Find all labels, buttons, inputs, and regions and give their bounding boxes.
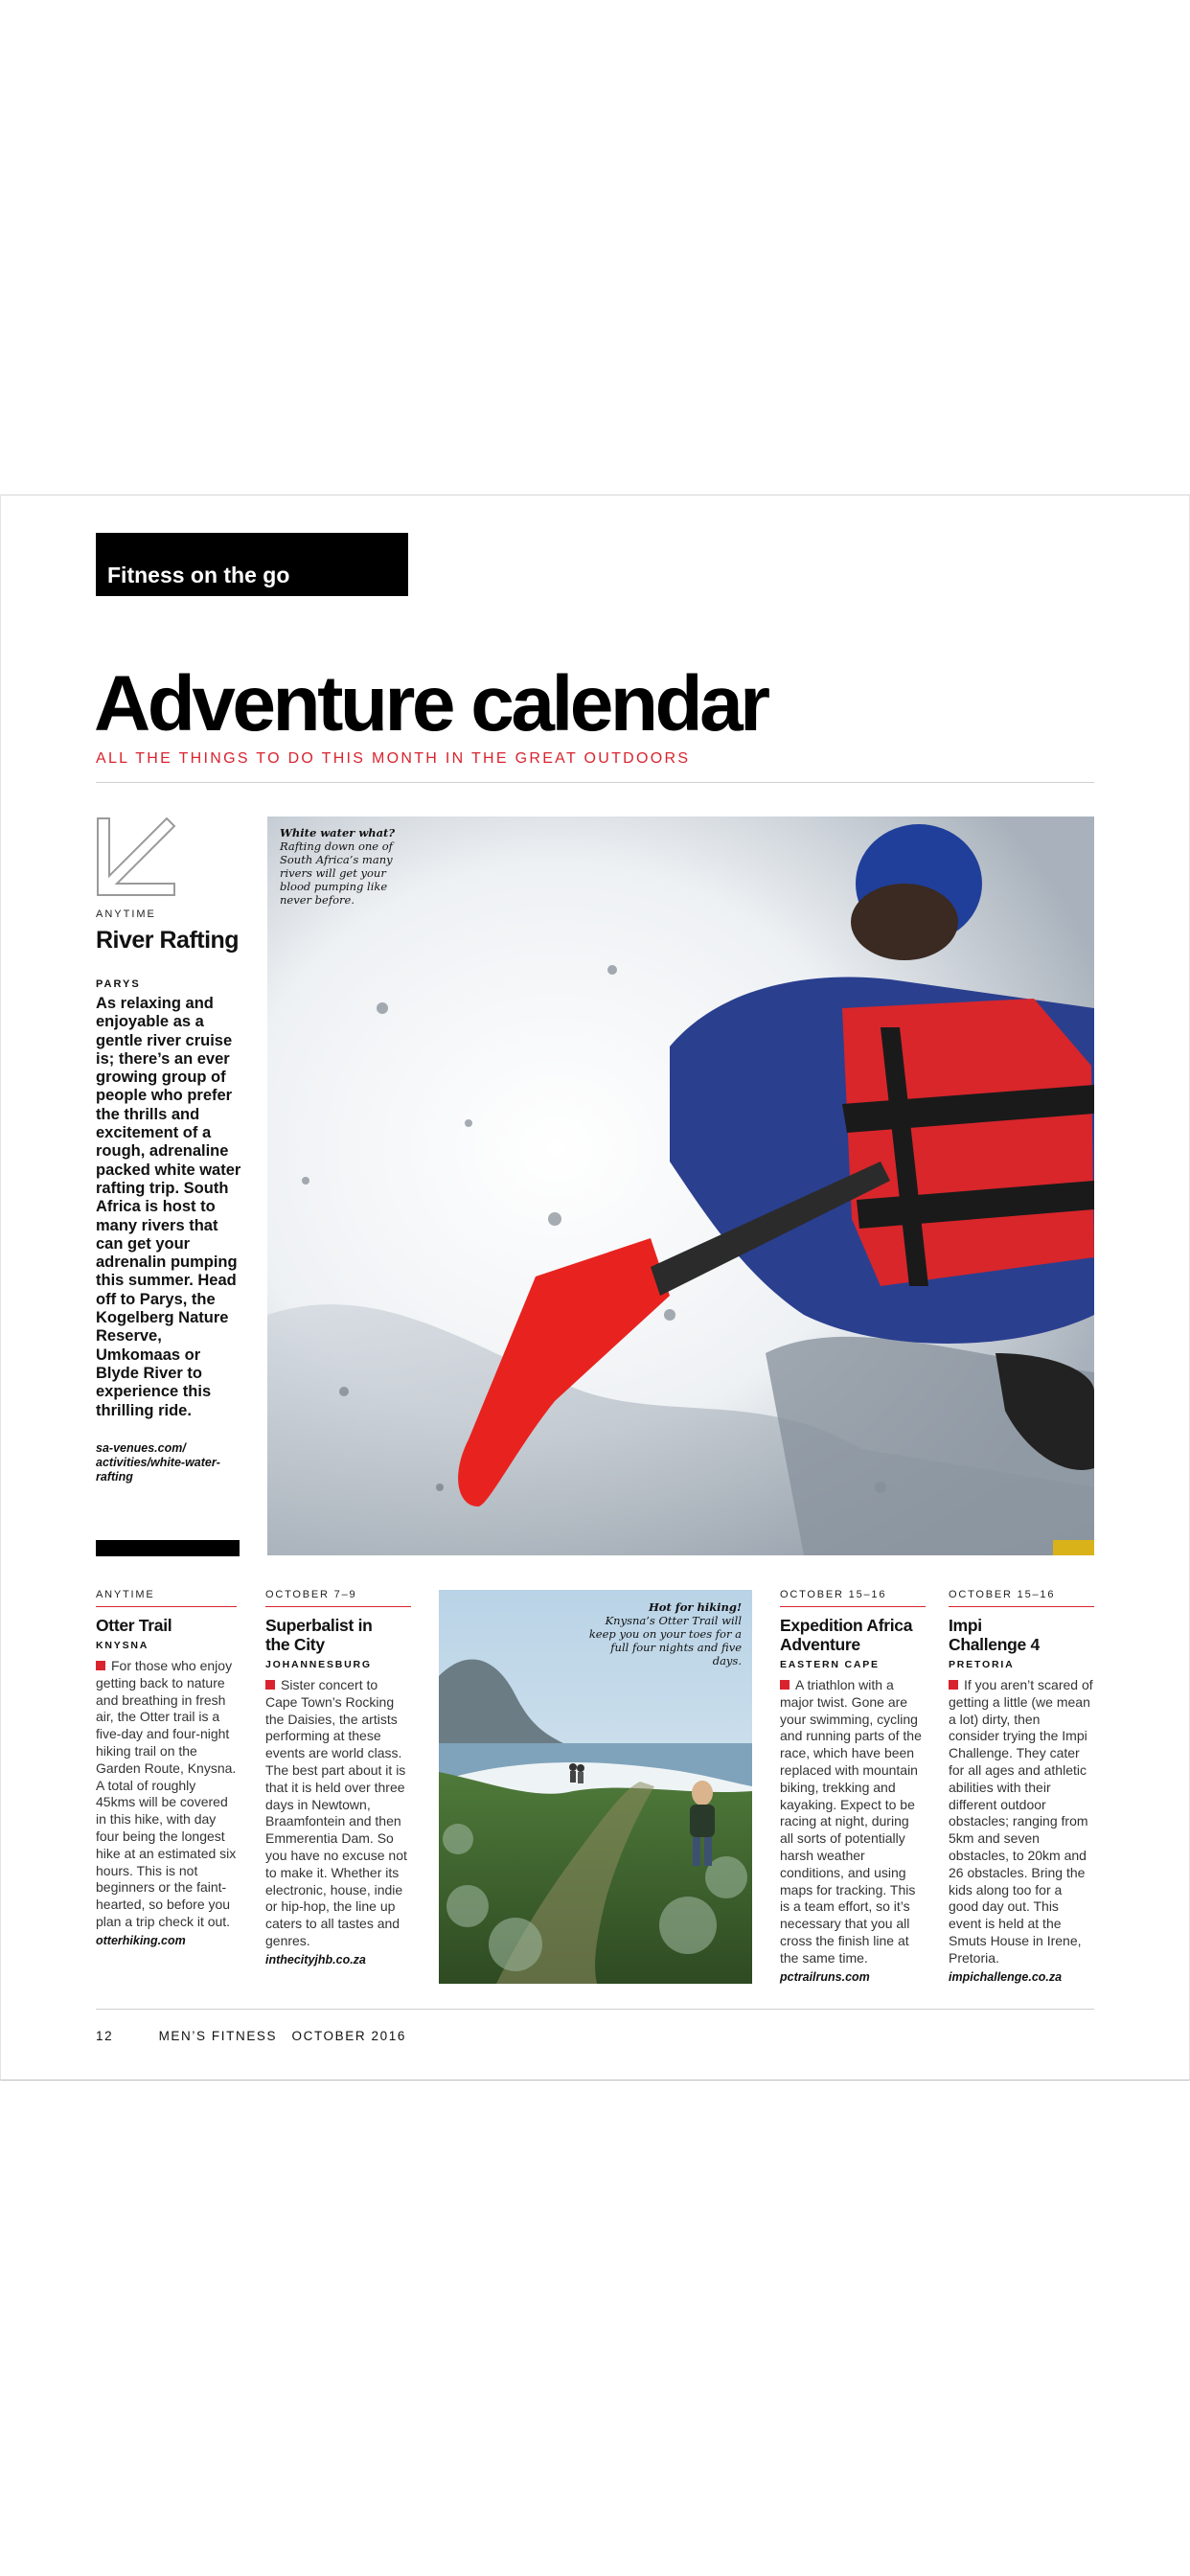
- rafting-caption-text: Rafting down one of South Africa’s many rivers will get your blood pumping like never before.: [280, 840, 393, 907]
- event-body: [265, 1677, 411, 1950]
- divider: [96, 2009, 1094, 2010]
- event-when: OCTOBER 15–16: [949, 1589, 1094, 1607]
- feature-title: River Rafting: [96, 927, 240, 954]
- event-title: Impi Challenge 4: [949, 1616, 1040, 1654]
- event-link[interactable]: impichallenge.co.za: [949, 1969, 1063, 1984]
- event-title: Expedition Africa Adventure: [780, 1616, 913, 1654]
- event-body: [780, 1677, 926, 1967]
- feature-when: ANYTIME: [96, 908, 156, 920]
- section-tag: Fitness on the go: [96, 533, 408, 596]
- bullet-icon: [780, 1680, 790, 1690]
- event-when: ANYTIME: [96, 1589, 237, 1607]
- event-when: OCTOBER 7–9: [265, 1589, 411, 1607]
- rafting-photo: [267, 816, 1094, 1555]
- folio: [96, 2029, 406, 2043]
- divider: [96, 782, 1094, 783]
- feature-link[interactable]: sa-venues.com/ activities/white-water- rafting: [96, 1441, 220, 1484]
- page-subtitle: ALL THE THINGS TO DO THIS MONTH IN THE GREAT OUTDOORS: [96, 750, 691, 767]
- event-body: [949, 1677, 1094, 1967]
- event-body-text: If you aren’t scared of getting a little (we mean a lot) dirty, then consider trying the Impi Challenge. They cater for all ages and athletic abilities with their different outdoor obstacles; ranging from 5km and seven obstacles, to 20km and 26 obstacles. Bring the kids along too for a good day out. This event is held at the Smuts House in Irene, Pretoria.: [949, 1677, 1093, 1966]
- event-place: PRETORIA: [949, 1659, 1015, 1670]
- bullet-icon: [265, 1680, 275, 1690]
- hiking-caption-title: Hot for hiking!: [648, 1600, 742, 1614]
- issue-date: OCTOBER 2016: [291, 2029, 406, 2043]
- event-body-text: For those who enjoy getting back to nature and breathing in fresh air, the Otter trail is a five-day and four-night hiking trail on the Garden Route, Knysna. A total of roughly 45kms will be covered in this hike, with day four being the longest hike at an estimated six hours. This is not beginners or the faint-hearted, so before you plan a trip check it out.: [96, 1658, 237, 1929]
- event-link[interactable]: otterhiking.com: [96, 1933, 186, 1947]
- event-title: Superbalist in the City: [265, 1616, 373, 1654]
- page-number: 12: [96, 2029, 114, 2043]
- event-when: OCTOBER 15–16: [780, 1589, 926, 1607]
- feature-body: As relaxing and enjoyable as a gentle river cruise is; there’s an ever growing group of people who prefer the thrills and excitement of a rough, adrenaline packed white water rafting trip. South Africa is host to many rivers that can get your adrenalin pumping this summer. Head off to Parys, the Kogelberg Nature Reserve, Umkomaas or Blyde River to experience this thrilling ride.: [96, 995, 241, 1419]
- event-column-otter: [96, 1589, 237, 1947]
- bullet-icon: [949, 1680, 958, 1690]
- decorative-bar: [96, 1540, 240, 1556]
- event-place: EASTERN CAPE: [780, 1659, 880, 1670]
- arrow-down-left-icon: [96, 816, 176, 897]
- page-title: Adventure calendar: [94, 660, 767, 748]
- event-body-text: Sister concert to Cape Town’s Rocking the Daisies, the artists performing at these events are world class. The best part about it is that it is held over three days in Newtown, Braamfontein and then Emmerentia Dam. So you have no excuse not to make it. Whether its electronic, house, indie or hip-hop, the line up caters to all tastes and genres.: [265, 1677, 407, 1948]
- hiking-photo-caption: [586, 1600, 742, 1668]
- event-title: Otter Trail: [96, 1616, 172, 1635]
- magazine-name: MEN’S FITNESS: [158, 2029, 278, 2043]
- event-column-superbalist: [265, 1589, 411, 1966]
- event-place: KNYSNA: [96, 1640, 149, 1651]
- feature-place: PARYS: [96, 978, 141, 990]
- event-body-text: A triathlon with a major twist. Gone are your swimming, cycling and running parts of the race, which have been replaced with mountain biking, trekking and kayaking. Expect to be racing at night, during all sorts of potentially harsh weather conditions, and using maps for tracking. This is a team effort, so it’s necessary that you all cross the finish line at the same time.: [780, 1677, 922, 1966]
- hiking-caption-text: Knysna’s Otter Trail will keep you on your toes for a full four nights and five days.: [588, 1614, 742, 1668]
- event-place: JOHANNESBURG: [265, 1659, 372, 1670]
- event-column-impi: [949, 1589, 1094, 1984]
- event-link[interactable]: inthecityjhb.co.za: [265, 1952, 366, 1966]
- rafting-caption-title: White water what?: [280, 826, 396, 840]
- event-body: [96, 1658, 237, 1931]
- event-column-expedition: [780, 1589, 926, 1984]
- rafting-photo-caption: [280, 826, 414, 907]
- bullet-icon: [96, 1661, 105, 1670]
- event-link[interactable]: pctrailruns.com: [780, 1969, 870, 1984]
